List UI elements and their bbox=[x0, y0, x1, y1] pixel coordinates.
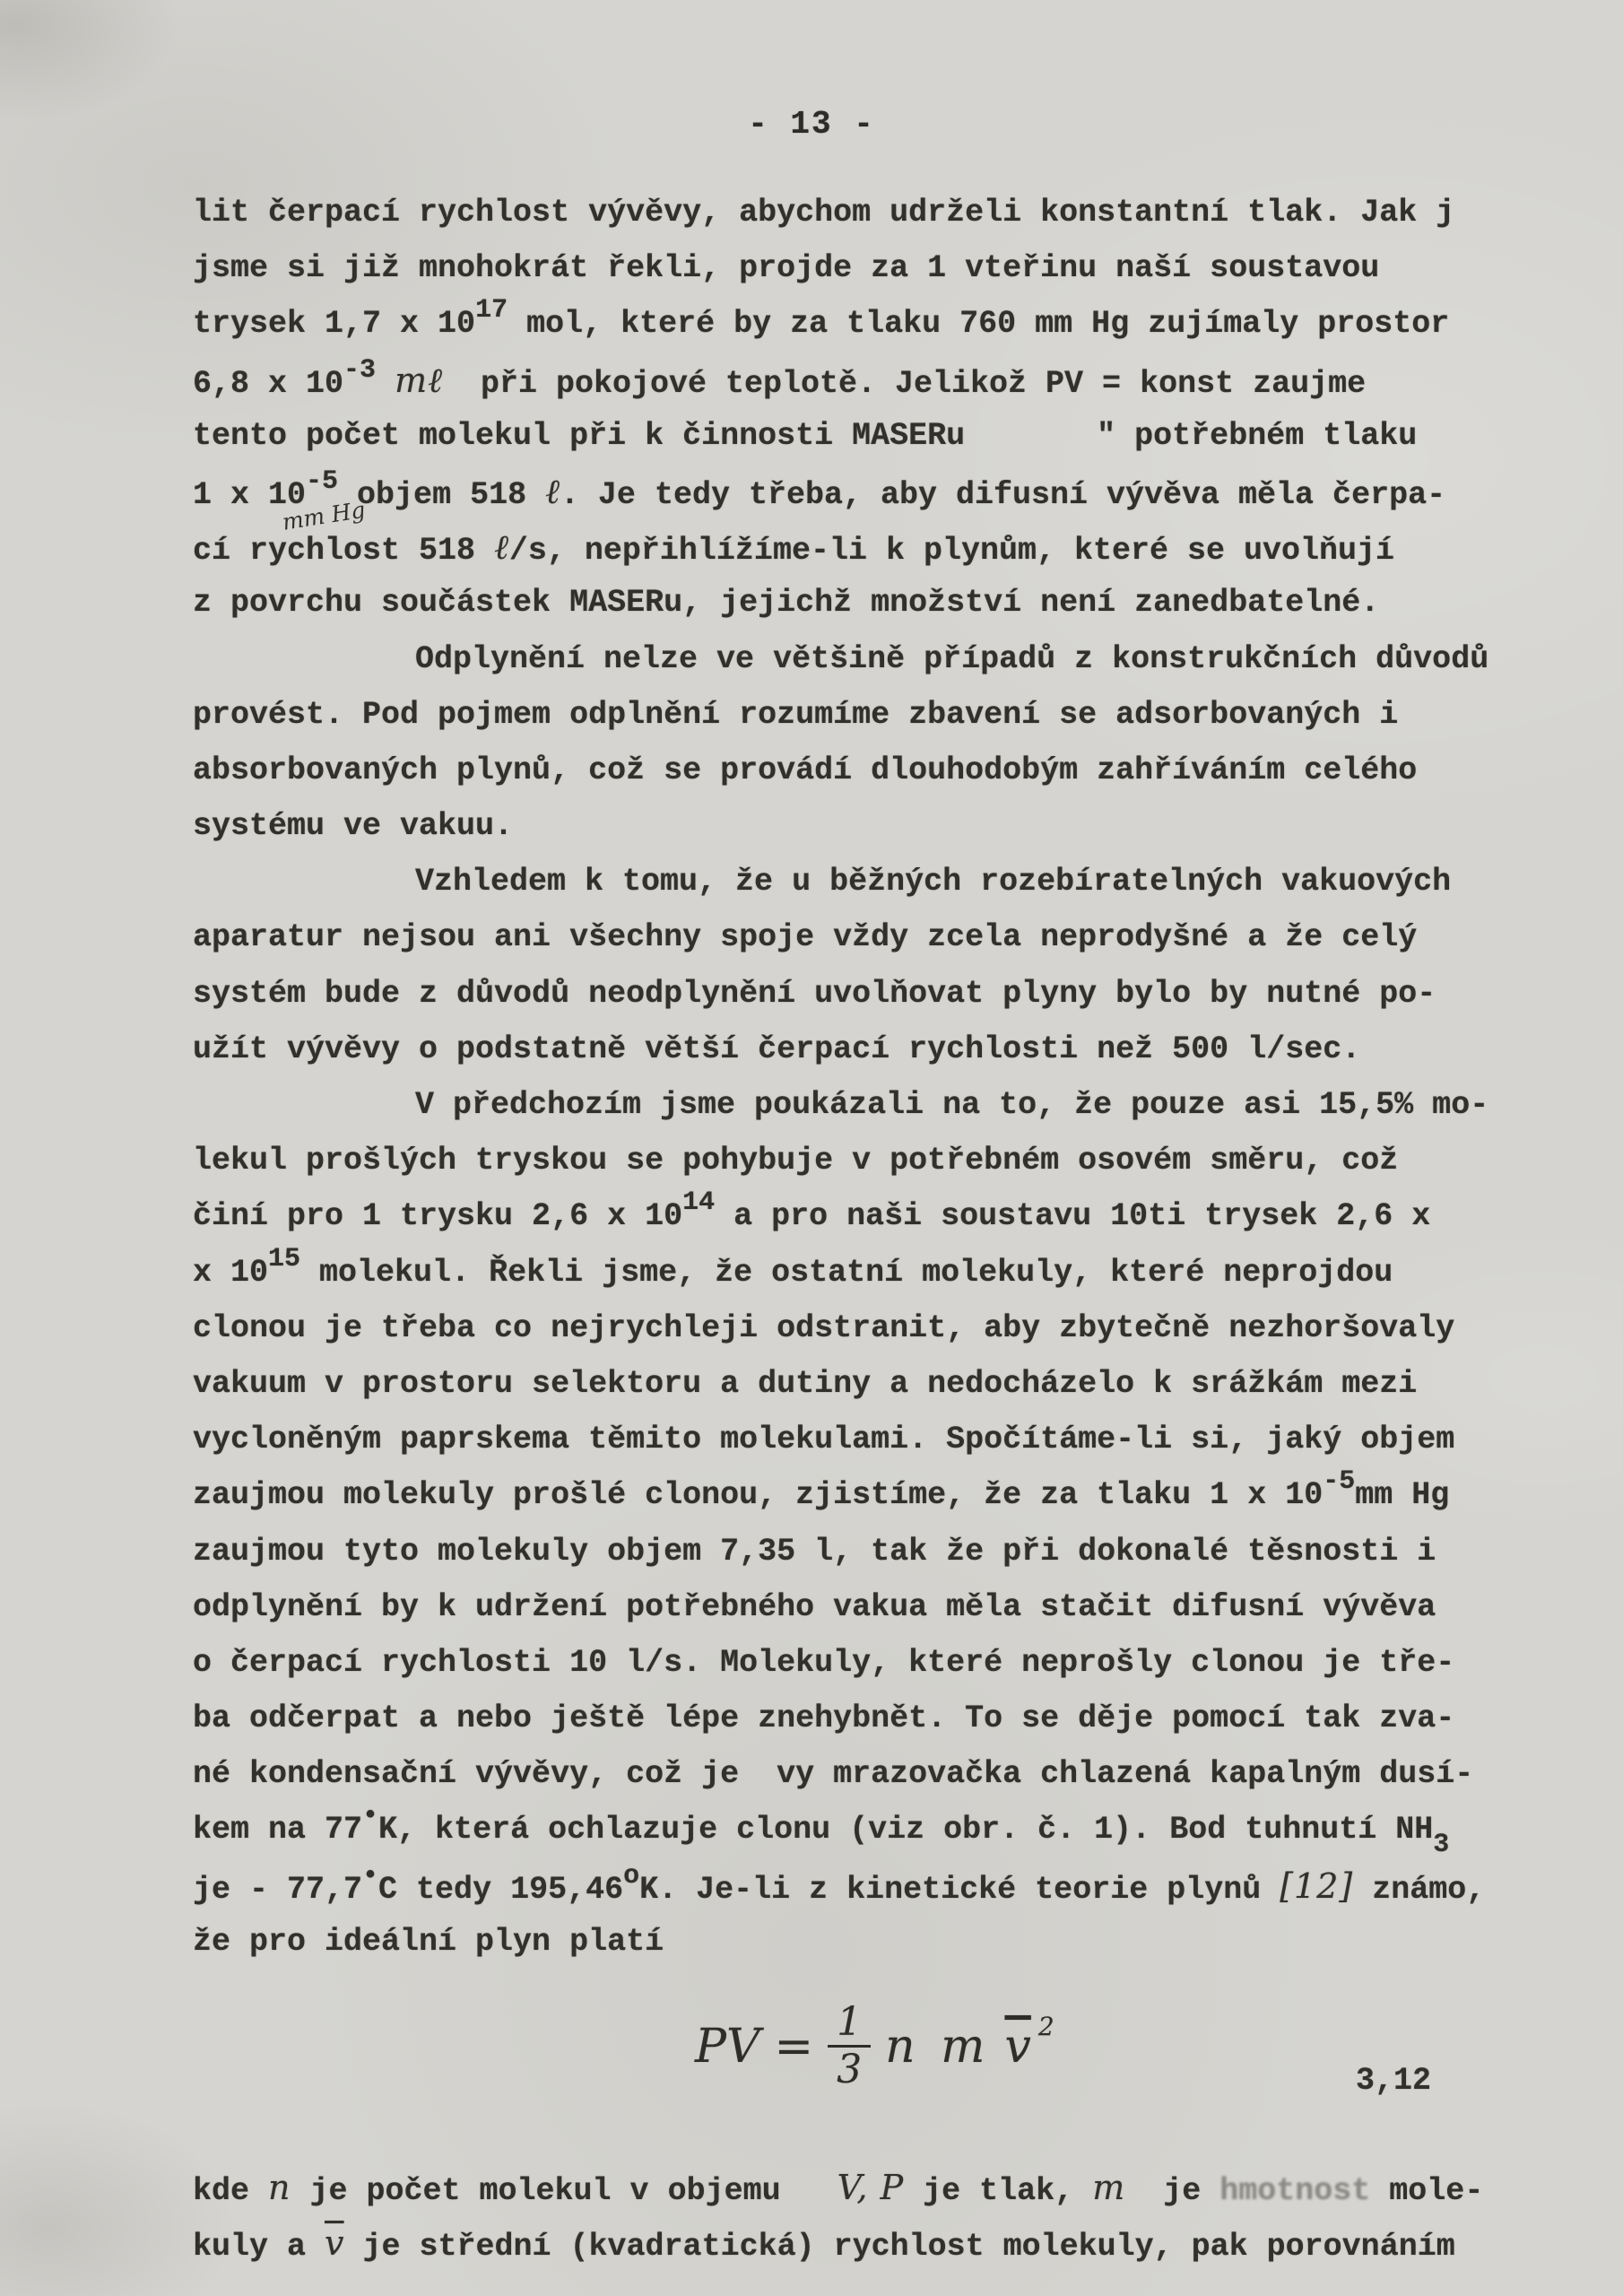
annotation-sup: 17 bbox=[475, 295, 508, 326]
typed-text: kde bbox=[193, 2173, 269, 2209]
typed-text: je - 77,7 bbox=[193, 1871, 363, 1908]
typed-text: o čerpací rychlosti 10 l/s. Molekuly, které neprošly clonou je tře- bbox=[193, 1644, 1455, 1681]
annotation-sup: 15 bbox=[268, 1243, 301, 1274]
text-line bbox=[193, 1245, 1488, 1300]
typed-text: odplynění by k udržení potřebného vakua měla stačit difusní vývěva bbox=[193, 1588, 1436, 1625]
typed-text: užít vývěvy o podstatně větší čerpací rychlosti než 500 l/sec. bbox=[193, 1031, 1361, 1067]
formula-row bbox=[0, 1999, 1623, 2163]
text-line bbox=[193, 1077, 1488, 1133]
annotation-hw: ℓ bbox=[545, 471, 560, 511]
equation-number: 3,12 bbox=[1356, 2063, 1432, 2099]
typed-text: že pro ideální plyn platí bbox=[193, 1923, 664, 1960]
text-line bbox=[193, 1914, 1488, 1970]
typed-text: x 10 bbox=[193, 1254, 269, 1291]
annotation-smudge: hmotnost bbox=[1219, 2173, 1371, 2209]
text-line bbox=[193, 909, 1488, 965]
text-line bbox=[193, 1579, 1488, 1635]
text-line bbox=[193, 1412, 1488, 1467]
annotation-hw: V, P bbox=[837, 2168, 905, 2207]
typed-text: /s, nepřihlížíme-li k plynům, které se uvolňují bbox=[508, 533, 1395, 570]
text-line bbox=[193, 408, 1488, 464]
typed-text bbox=[376, 366, 395, 402]
annotation-sup: -5 bbox=[306, 465, 339, 497]
typed-text: né kondensační vývěvy, což je vy mrazovačka chlazená kapalným dusí- bbox=[193, 1756, 1474, 1793]
text-line bbox=[193, 240, 1488, 296]
text-line bbox=[193, 352, 1488, 408]
typed-text: K, která ochlazuje clonu (viz obr. č. 1). Bod tuhnutí NH bbox=[378, 1812, 1434, 1848]
text-line bbox=[193, 1300, 1488, 1356]
text-line bbox=[193, 1858, 1488, 1914]
typed-text: známo, bbox=[1353, 1871, 1486, 1908]
typed-text: clonou je třeba co nejrychleji odstranit, aby zbytečně nezhoršovaly bbox=[193, 1309, 1455, 1346]
typed-text: vakuum v prostoru selektoru a dutiny a nedocházelo k srážkám mezi bbox=[193, 1365, 1418, 1402]
typed-text: Vzhledem k tomu, že u běžných rozebíratelných vakuových bbox=[415, 864, 1452, 900]
typed-text: C tedy 195,46 bbox=[378, 1871, 624, 1908]
typed-text: Odplynění nelze ve většině případů z konstrukčních důvodů bbox=[415, 640, 1489, 677]
text-line bbox=[193, 2215, 1483, 2271]
typed-text: je počet molekul v objemu bbox=[291, 2173, 838, 2209]
annotation-sup: 14 bbox=[682, 1187, 716, 1219]
formula-fraction bbox=[828, 1999, 871, 2093]
annotation-sup: o bbox=[623, 1860, 640, 1892]
fraction-denominator: 3 bbox=[837, 2047, 863, 2093]
typed-text: lit čerpací rychlost vývěvy, abychom udrželi konstantní tlak. Jak j bbox=[193, 195, 1455, 230]
text-line bbox=[193, 798, 1488, 854]
typed-text: V předchozím jsme poukázali na to, že pouze asi 15,5% mo- bbox=[415, 1087, 1489, 1123]
text-line bbox=[193, 1188, 1488, 1244]
typed-text: ba odčerpat a nebo ještě lépe znehybnět. To se děje pomocí tak zva- bbox=[193, 1700, 1455, 1737]
text-line bbox=[193, 1022, 1488, 1077]
text-line bbox=[193, 1801, 1488, 1861]
typed-text: vycloněným paprskema těmito molekulami. Spočítáme-li si, jaký objem bbox=[193, 1422, 1455, 1458]
typed-text: mm Hg bbox=[1355, 1477, 1450, 1514]
typewritten-text-body bbox=[193, 185, 1488, 1970]
typed-text: aparatur nejsou ani všechny spoje vždy zcela neprodyšné a že celý bbox=[193, 919, 1418, 956]
annotation-sup: • bbox=[362, 1801, 379, 1832]
text-line bbox=[193, 1524, 1488, 1579]
typed-text: provést. Pod pojmem odplnění rozumíme zbavení se adsorbovaných i bbox=[193, 696, 1399, 733]
typed-text: zaujmou molekuly prošlé clonou, zjistíme, že za tlaku 1 x 10 bbox=[193, 1477, 1324, 1514]
typed-text: systému ve vakuu. bbox=[193, 808, 514, 845]
annotation-sup: • bbox=[362, 1860, 379, 1892]
typed-text: mole- bbox=[1370, 2173, 1484, 2209]
text-line bbox=[193, 296, 1488, 352]
typed-text: 1 x 10 bbox=[193, 476, 307, 513]
page-number: - 13 - bbox=[748, 106, 875, 143]
typed-text: lekul prošlých tryskou se pohybuje v potřebném osovém směru, což bbox=[193, 1143, 1399, 1179]
typed-text: je bbox=[1125, 2173, 1220, 2209]
text-line bbox=[193, 966, 1488, 1022]
typed-text: molekul. Řekli jsme, že ostatní molekuly, které neprojdou bbox=[300, 1254, 1393, 1291]
typed-text: cí rychlost 518 bbox=[193, 533, 495, 570]
typed-text: mol, které by za tlaku 760 mm Hg zujímaly prostor bbox=[508, 306, 1450, 343]
text-line bbox=[193, 519, 1488, 575]
text-line bbox=[193, 2160, 1483, 2215]
text-line bbox=[193, 185, 1488, 240]
text-line bbox=[193, 1356, 1488, 1412]
typed-text: systém bude z důvodů neodplynění uvolňovat plyny bylo by nutné po- bbox=[193, 975, 1436, 1012]
typed-text: K. Je-li z kinetické teorie plynů bbox=[639, 1871, 1280, 1908]
text-line bbox=[193, 631, 1488, 687]
text-line bbox=[193, 743, 1488, 798]
annotation-hw: [12] bbox=[1280, 1866, 1354, 1906]
annotation-hwsub: mm Hg bbox=[280, 496, 368, 535]
annotation-sup: -5 bbox=[1323, 1466, 1356, 1498]
formula-velocity-variable: $\overline{v}$ bbox=[1004, 2019, 1031, 2074]
typed-text: absorbovaných plynů, což se provádí dlouhodobým zahříváním celého bbox=[193, 752, 1418, 788]
typed-text: je tlak, bbox=[904, 2173, 1093, 2209]
typed-text: trysek 1,7 x 10 bbox=[193, 306, 476, 343]
annotation-hwbar: $\overline{v}$ bbox=[325, 2223, 344, 2264]
formula-lhs: PV bbox=[695, 2019, 760, 2074]
handwritten-formula bbox=[695, 1999, 1055, 2093]
equals-sign: = bbox=[774, 2019, 814, 2074]
text-line bbox=[193, 1635, 1488, 1691]
typed-text: . Je tedy třeba, aby difusní vývěva měla čerpa- bbox=[560, 476, 1446, 513]
typed-text: činí pro 1 trysku 2,6 x 10 bbox=[193, 1198, 683, 1235]
typed-text: kuly a bbox=[193, 2229, 325, 2266]
typed-text: zaujmou tyto molekuly objem 7,35 l, tak že při dokonalé těsnosti i bbox=[193, 1533, 1436, 1570]
text-line bbox=[193, 1467, 1488, 1523]
typed-text: kem na 77 bbox=[193, 1812, 363, 1848]
formula-exponent: 2 bbox=[1037, 2012, 1055, 2042]
text-line bbox=[193, 1746, 1488, 1802]
annotation-hw: ℓ bbox=[494, 527, 509, 568]
text-line bbox=[193, 687, 1488, 743]
typed-text: tento počet molekul při k činnosti MASERu " potřebném tlaku bbox=[193, 417, 1418, 454]
typed-text: jsme si již mnohokrát řekli, projde za 1 vteřinu naší soustavou bbox=[193, 250, 1380, 287]
text-line bbox=[193, 1691, 1488, 1746]
text-line bbox=[193, 1133, 1488, 1188]
typed-text: objem 518 bbox=[338, 476, 546, 513]
fraction-numerator: 1 bbox=[828, 2002, 871, 2048]
typed-text: při pokojové teplotě. Jelikož PV = konst zaujme bbox=[442, 365, 1367, 402]
text-line bbox=[193, 464, 1488, 535]
formula-rhs: n m bbox=[885, 2019, 991, 2074]
annotation-hw: m bbox=[1092, 2168, 1126, 2207]
annotation-hw: mℓ bbox=[395, 360, 443, 400]
annotation-sup: -3 bbox=[343, 354, 377, 386]
typed-text: z povrchu součástek MASERu, jejichž množství není zanedbatelné. bbox=[193, 585, 1380, 622]
text-line bbox=[193, 575, 1488, 631]
annotation-sub: 3 bbox=[1433, 1830, 1450, 1861]
typed-text: a pro naši soustavu 10ti trysek 2,6 x bbox=[715, 1198, 1431, 1235]
typed-text: je střední (kvadratická) rychlost molekuly, pak porovnáním bbox=[343, 2229, 1455, 2266]
typewritten-text-footer bbox=[193, 2160, 1483, 2271]
text-line bbox=[193, 854, 1488, 909]
annotation-hw: n bbox=[268, 2168, 291, 2207]
typed-text: 6,8 x 10 bbox=[193, 365, 344, 402]
